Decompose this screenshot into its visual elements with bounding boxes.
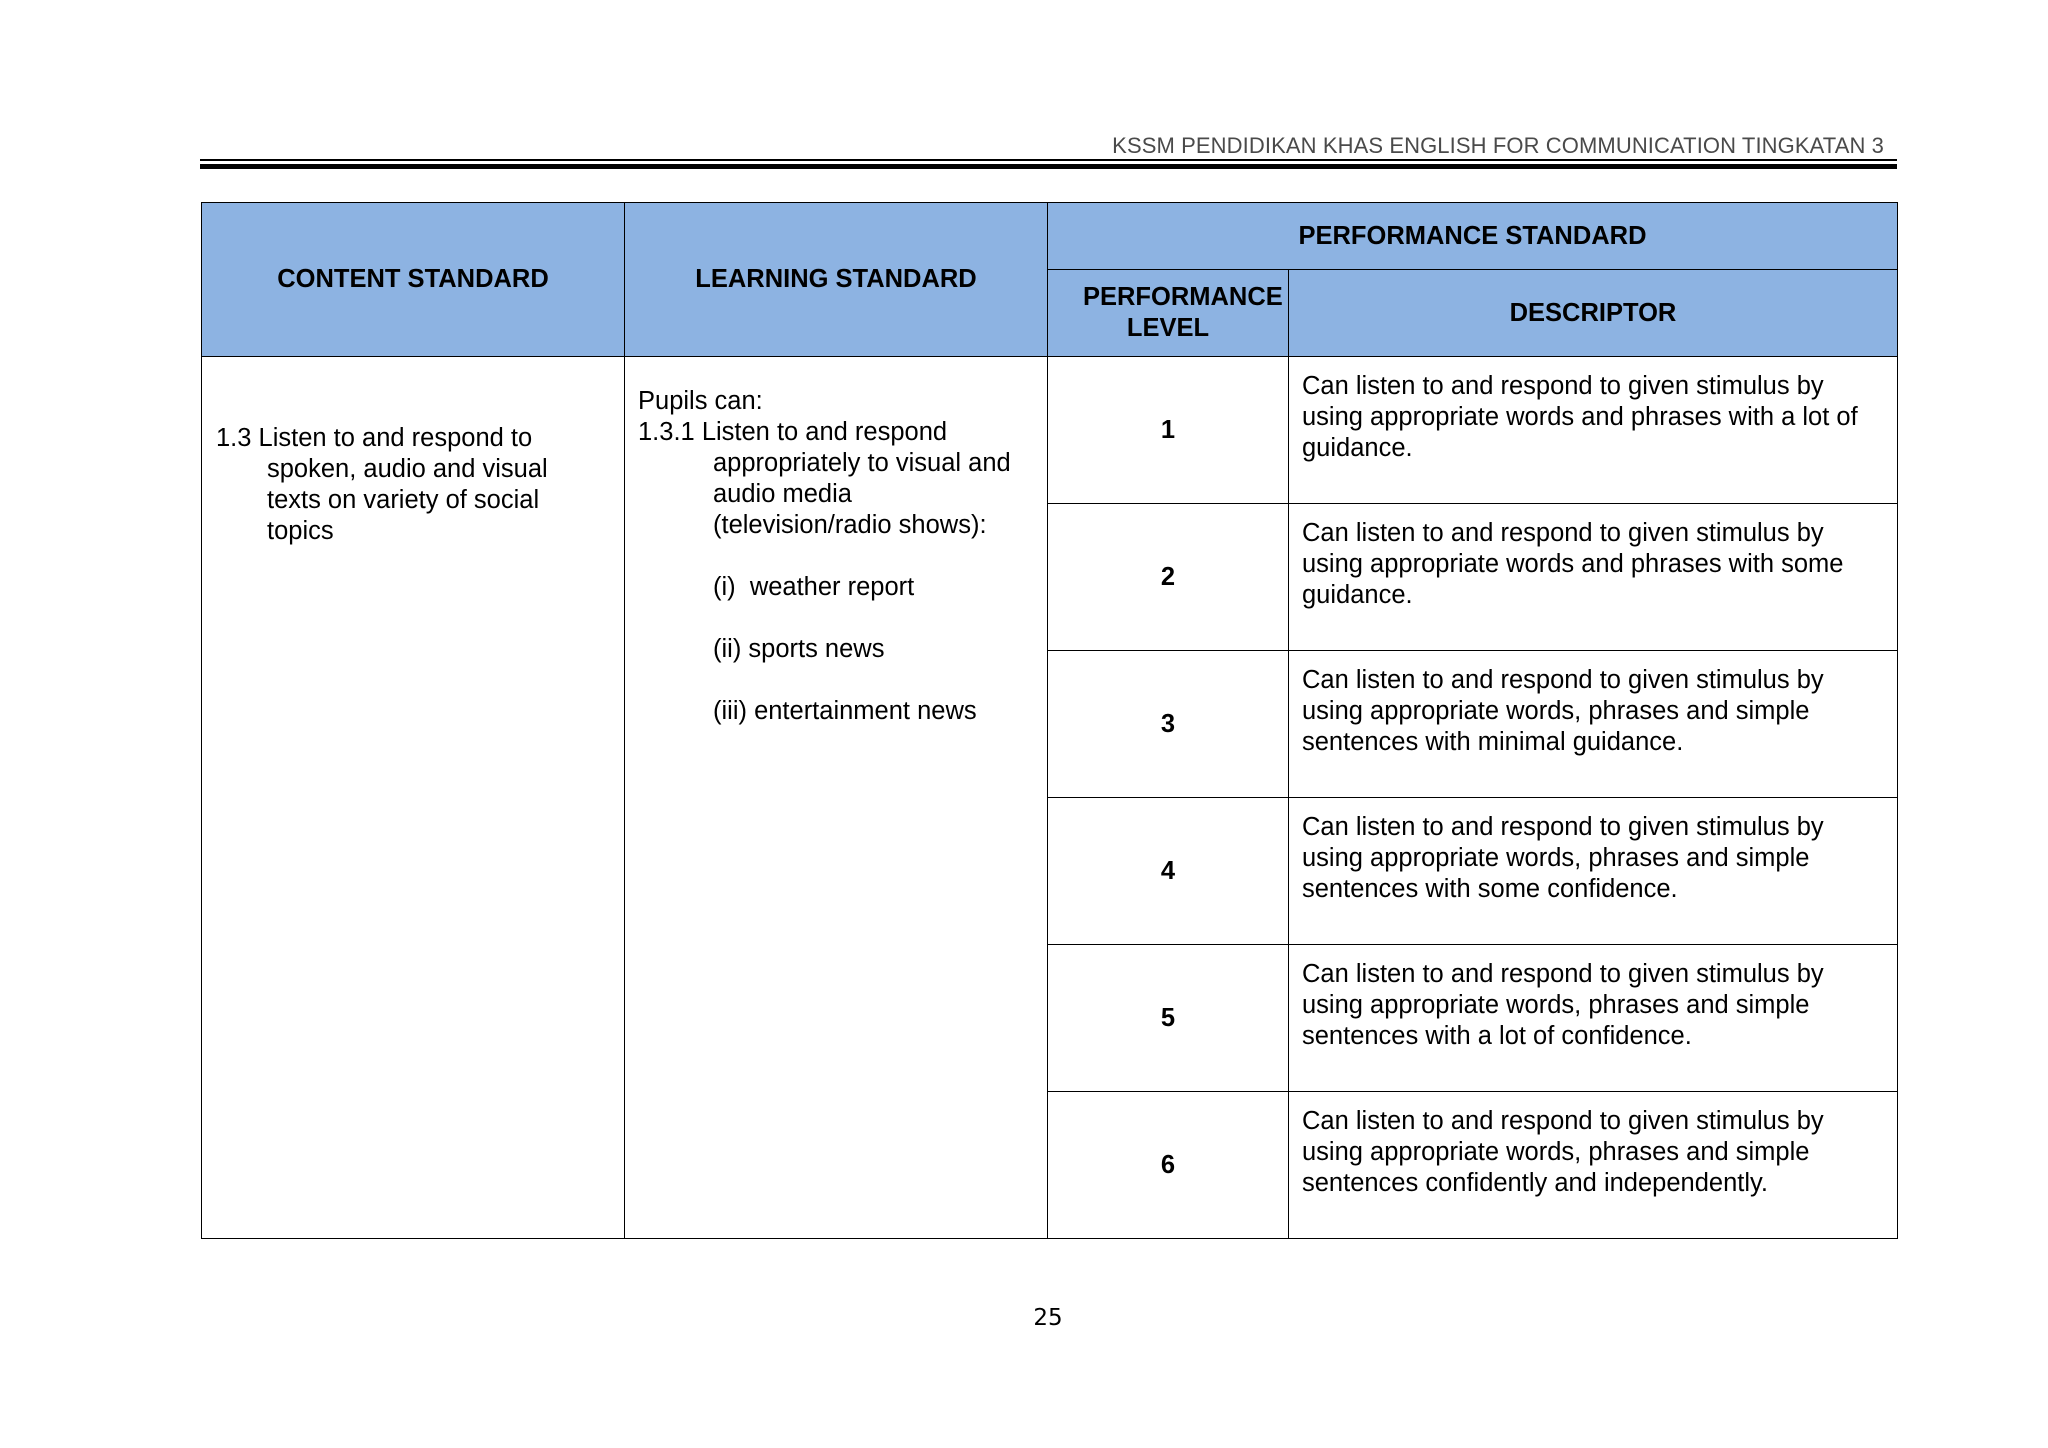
table-header-row: [202, 203, 1898, 270]
descriptor-cell-4: [1289, 798, 1898, 945]
header-performance-standard: PERFORMANCE STANDARD: [1048, 203, 1898, 270]
descriptor-text-1: Can listen to and respond to given stimulus by using appropriate words and phrases with a lot of guidance.: [1302, 372, 1858, 462]
performance-level-1: 1: [1048, 357, 1289, 504]
content-standard-text: [202, 357, 624, 547]
learning-standard-line3: audio media: [713, 480, 852, 508]
content-standard-line3: texts on variety of social: [267, 486, 540, 514]
learning-standard-item-1: (i) weather report: [713, 573, 915, 601]
performance-level-5: 5: [1048, 945, 1289, 1092]
learning-standard-text: [625, 357, 1047, 727]
learning-standard-line1: 1.3.1 Listen to and respond: [638, 418, 948, 446]
header-descriptor: DESCRIPTOR: [1289, 270, 1898, 357]
table-row: [202, 357, 1898, 504]
learning-standard-item-3: (iii) entertainment news: [713, 697, 977, 725]
content-standard-line4: topics: [267, 517, 334, 545]
learning-standard-line4: (television/radio shows):: [713, 511, 987, 539]
descriptor-cell-6: [1289, 1092, 1898, 1239]
descriptor-cell-3: [1289, 651, 1898, 798]
content-standard-number: 1.3: [216, 424, 252, 452]
running-header: KSSM PENDIDIKAN KHAS ENGLISH FOR COMMUNICATION TINGKATAN 3: [1112, 133, 1884, 158]
performance-level-4: 4: [1048, 798, 1289, 945]
performance-level-6: 6: [1048, 1092, 1289, 1239]
standards-table: [201, 202, 1898, 1239]
learning-standard-line2: appropriately to visual and: [713, 449, 1011, 477]
descriptor-cell-5: [1289, 945, 1898, 1092]
content-standard-line2: spoken, audio and visual: [267, 455, 548, 483]
learning-standard-intro: Pupils can:: [638, 387, 763, 415]
header-learning-standard: LEARNING STANDARD: [625, 203, 1048, 357]
page-number: 25: [1033, 1305, 1063, 1331]
header-content-standard: CONTENT STANDARD: [202, 203, 625, 357]
content-standard-line1: 1.3 Listen to and respond to: [216, 424, 533, 452]
header-performance-level-label: PERFORMANCE LEVEL: [1083, 283, 1283, 342]
header-rule-thick: [200, 164, 1897, 169]
descriptor-cell-1: [1289, 357, 1898, 504]
performance-level-2: 2: [1048, 504, 1289, 651]
descriptor-text-5: Can listen to and respond to given stimulus by using appropriate words, phrases and simple sentences with a lot of confidence.: [1302, 960, 1824, 1050]
learning-standard-cell: [625, 357, 1048, 1239]
content-standard-cell: [202, 357, 625, 1239]
performance-level-3: 3: [1048, 651, 1289, 798]
learning-standard-item-2: (ii) sports news: [713, 635, 885, 663]
descriptor-text-4: Can listen to and respond to given stimulus by using appropriate words, phrases and simple sentences with some confidence.: [1302, 813, 1824, 903]
descriptor-text-2: Can listen to and respond to given stimulus by using appropriate words and phrases with some guidance.: [1302, 519, 1844, 609]
descriptor-text-3: Can listen to and respond to given stimulus by using appropriate words, phrases and simple sentences with minimal guidance.: [1302, 666, 1824, 756]
descriptor-cell-2: [1289, 504, 1898, 651]
header-rule-thin: [200, 159, 1897, 161]
learning-standard-number: 1.3.1: [638, 418, 695, 446]
header-performance-level: [1048, 270, 1289, 357]
descriptor-text-6: Can listen to and respond to given stimulus by using appropriate words, phrases and simple sentences confidently and independently.: [1302, 1107, 1824, 1197]
